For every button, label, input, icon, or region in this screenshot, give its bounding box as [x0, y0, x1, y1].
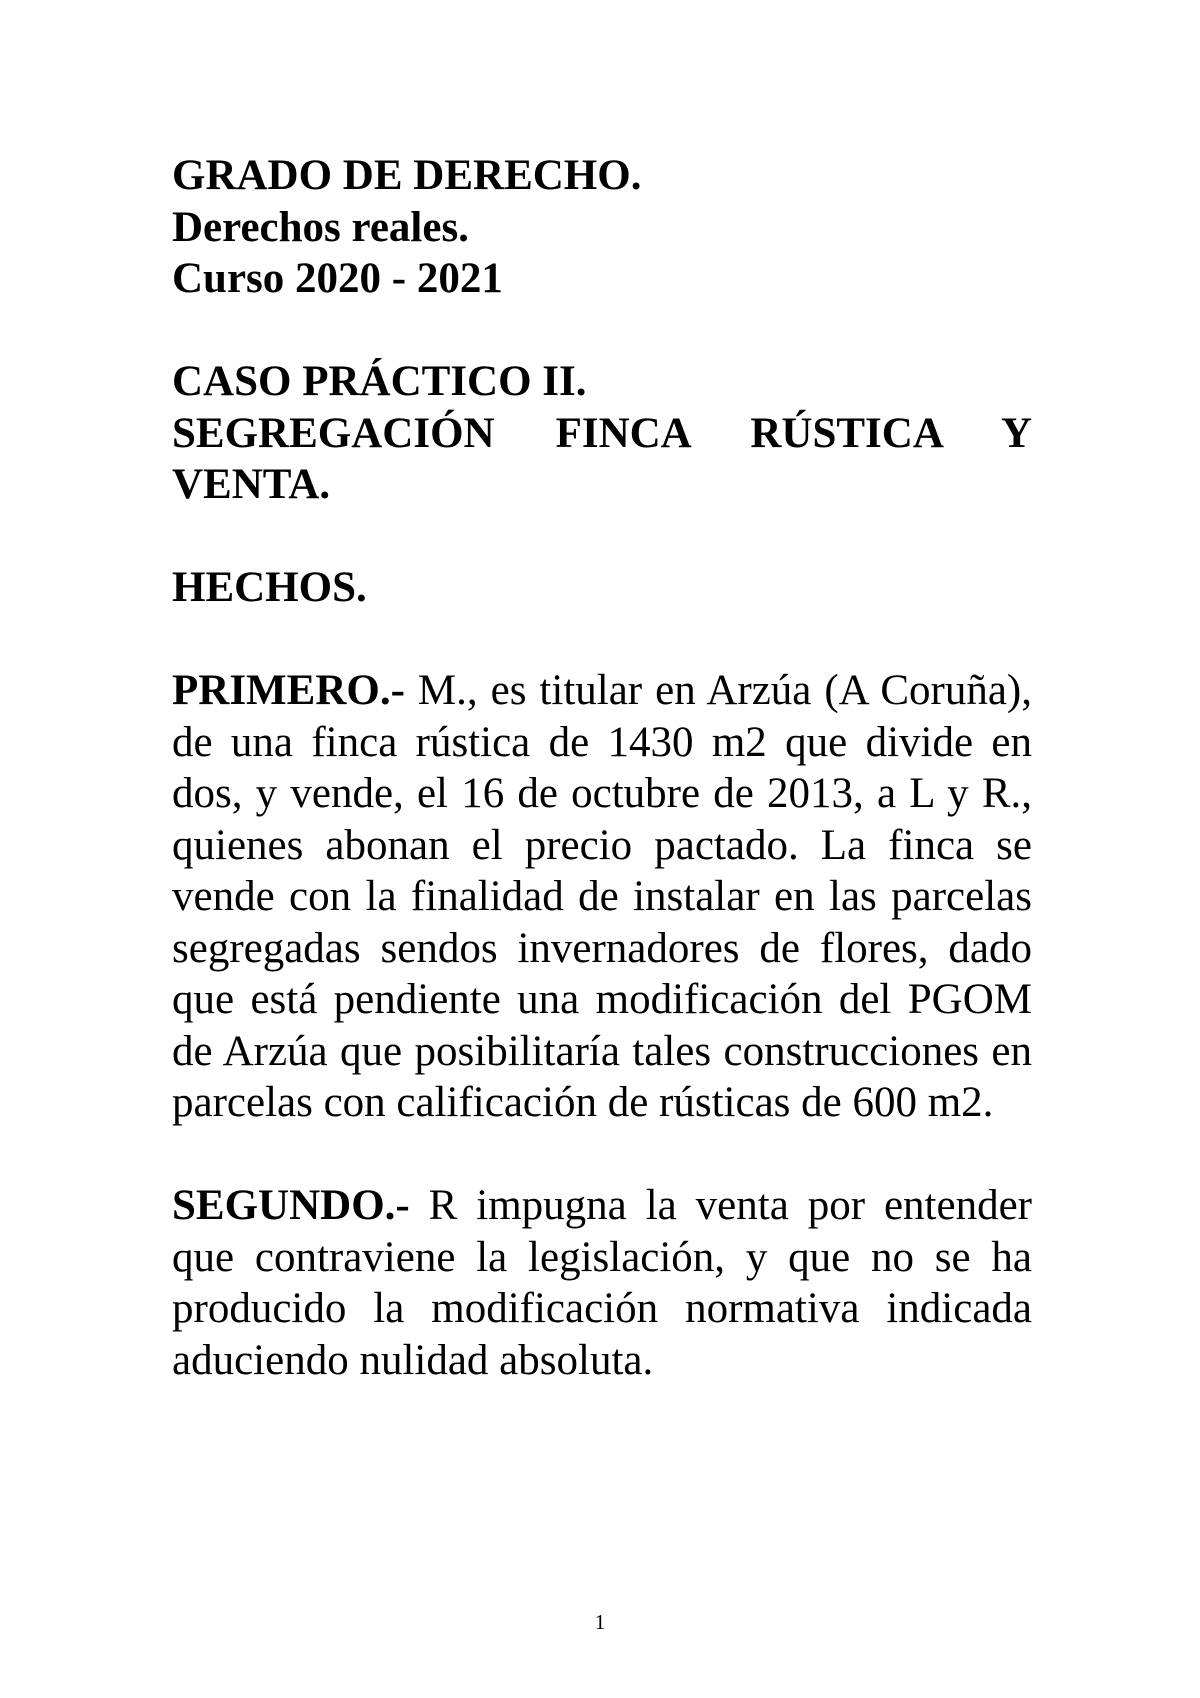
- degree-title: GRADO DE DERECHO.: [172, 152, 642, 199]
- facts-heading-block: [172, 562, 1032, 614]
- case-header: [172, 356, 1032, 511]
- course-header: [172, 150, 1032, 305]
- fact-lead-first: PRIMERO.-: [172, 667, 405, 714]
- document-body: [172, 150, 1032, 1438]
- page-number: 1: [594, 1610, 606, 1634]
- fact-paragraph-first: [172, 665, 1032, 1129]
- fact-text-first: M., es titular en Arzúa (A Coruña), de una finca rústica de 1430 m2 que divide en dos, y vende, el 16 de octubre de 2013, a L y R., quienes abonan el precio pactado. La finca se vende con la finalidad de instalar en las parcelas segregadas sendos invernadores de flores, dado que está pendiente una modificación del PGOM de Arzúa que posibilitaría tales construcciones en parcelas con calificación de rústicas de 600 m2.: [172, 667, 1032, 1126]
- course-year: Curso 2020 - 2021: [172, 255, 503, 302]
- fact-paragraph-second: [172, 1180, 1032, 1386]
- case-subtitle: SEGREGACIÓN FINCA RÚSTICA Y VENTA.: [172, 409, 1032, 508]
- fact-text-second: R impugna la venta por entender que contraviene la legislación, y que no se ha producido la modificación normativa indicada aduciendo nulidad absoluta.: [172, 1182, 1032, 1384]
- fact-lead-second: SEGUNDO.-: [172, 1182, 410, 1229]
- case-title: CASO PRÁCTICO II.: [172, 358, 587, 405]
- subject-title: Derechos reales.: [172, 203, 469, 251]
- facts-heading: HECHOS.: [172, 564, 367, 611]
